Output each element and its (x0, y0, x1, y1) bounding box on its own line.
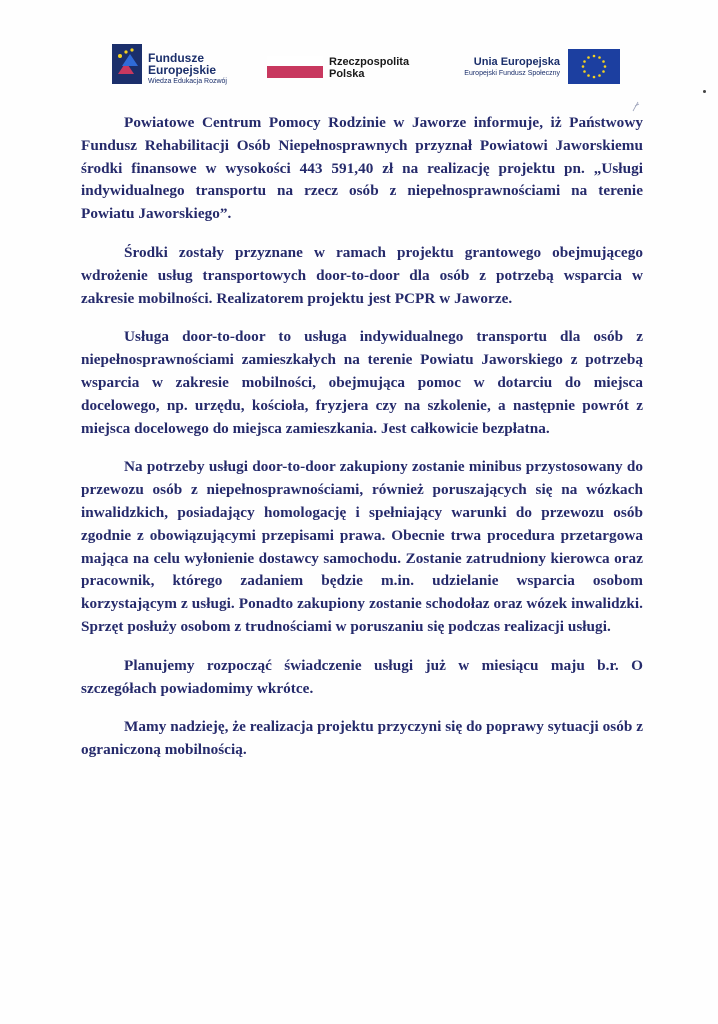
pen-mark-icon (632, 100, 640, 112)
unia-line2: Europejski Fundusz Społeczny (464, 70, 560, 77)
paragraph-5: Planujemy rozpocząć świadczenie usługi już w miesiącu maju b.r. O szczegółach powiadomimy wkrótce. (81, 656, 643, 697)
paragraph-1: Powiatowe Centrum Pomocy Rodzinie w Jaworze informuje, iż Państwowy Fundusz Rehabilitacji Osób Niepełnosprawnych przyznał Powiatowi Jaworskiemu środki finansowe w wysokości 443 591,40 zł na realizację projektu pn. „Usługi indywidualnego transportu na rzecz osób z niepełnosprawnościami na terenie Powiatu Jaworskiego”. (81, 114, 643, 223)
fundusze-line2: Europejskie (148, 63, 217, 77)
fundusze-line1: Fundusze (148, 51, 204, 65)
letter-body (81, 112, 643, 778)
fundusze-line3: Wiedza Edukacja Rozwój (148, 78, 227, 85)
paragraph-4: Na potrzeby usługi door-to-door zakupiony zostanie minibus przystosowany do przewozu osób z niepełnosprawnościami, również poruszających się na wózkach inwalidzkich, posiadający homologację i spełniający warunki do przewozu osób zgodnie z obowiązującymi przepisami prawa. Obecnie trwa procedura przetargowa mająca na celu wyłonienie dostawcy samochodu. Zostanie zatrudniony kierowca oraz pracownik, którego zadaniem będzie m.in. udzielanie wsparcia osobom korzystającym z usługi. Ponadto zakupiony zostanie schodołaz oraz wózek inwalidzki. Sprzęt posłuży osobom z trudnościami w poruszaniu się podczas realizacji usługi. (81, 458, 643, 635)
logo-bar (0, 40, 718, 90)
fundusze-europejskie-emblem-icon (112, 44, 142, 84)
fundusze-europejskie-logo (112, 40, 262, 90)
eu-flag-icon (568, 49, 620, 84)
paragraph-6: Mamy nadzieję, że realizacja projektu przyczyni się do poprawy sytuacji osób z ograniczoną mobilnością. (81, 718, 643, 759)
polish-flag-red-band (267, 66, 323, 78)
eu-stars-icon (568, 49, 620, 84)
rzeczpospolita-polska-logo (263, 40, 423, 90)
rzeczpospolita-line1: Rzeczpospolita (329, 56, 410, 68)
polish-flag-white-band (267, 56, 323, 66)
unia-line1: Unia Europejska (473, 56, 560, 68)
scan-dot (703, 90, 706, 93)
unia-europejska-logo (440, 40, 620, 90)
rzeczpospolita-line2: Polska (329, 68, 365, 80)
paragraph-2: Środki zostały przyznane w ramach projektu grantowego obejmującego wdrożenie usług transportowych door-to-door dla osób z potrzebą wsparcia w zakresie mobilności. Realizatorem projektu jest PCPR w Jaworze. (81, 243, 643, 307)
paragraph-3: Usługa door-to-door to usługa indywidualnego transportu dla osób z niepełnosprawnościami zamieszkałych na terenie Powiatu Jaworskiego z potrzebą wsparcia w zakresie mobilności, obejmująca pomoc w dotarciu do miejsca docelowego, np. urzędu, kościoła, fryzjera czy na szkolenie, a następnie powrót z miejsca docelowego do miejsca zamieszkania. Jest całkowicie bezpłatna. (81, 328, 643, 437)
